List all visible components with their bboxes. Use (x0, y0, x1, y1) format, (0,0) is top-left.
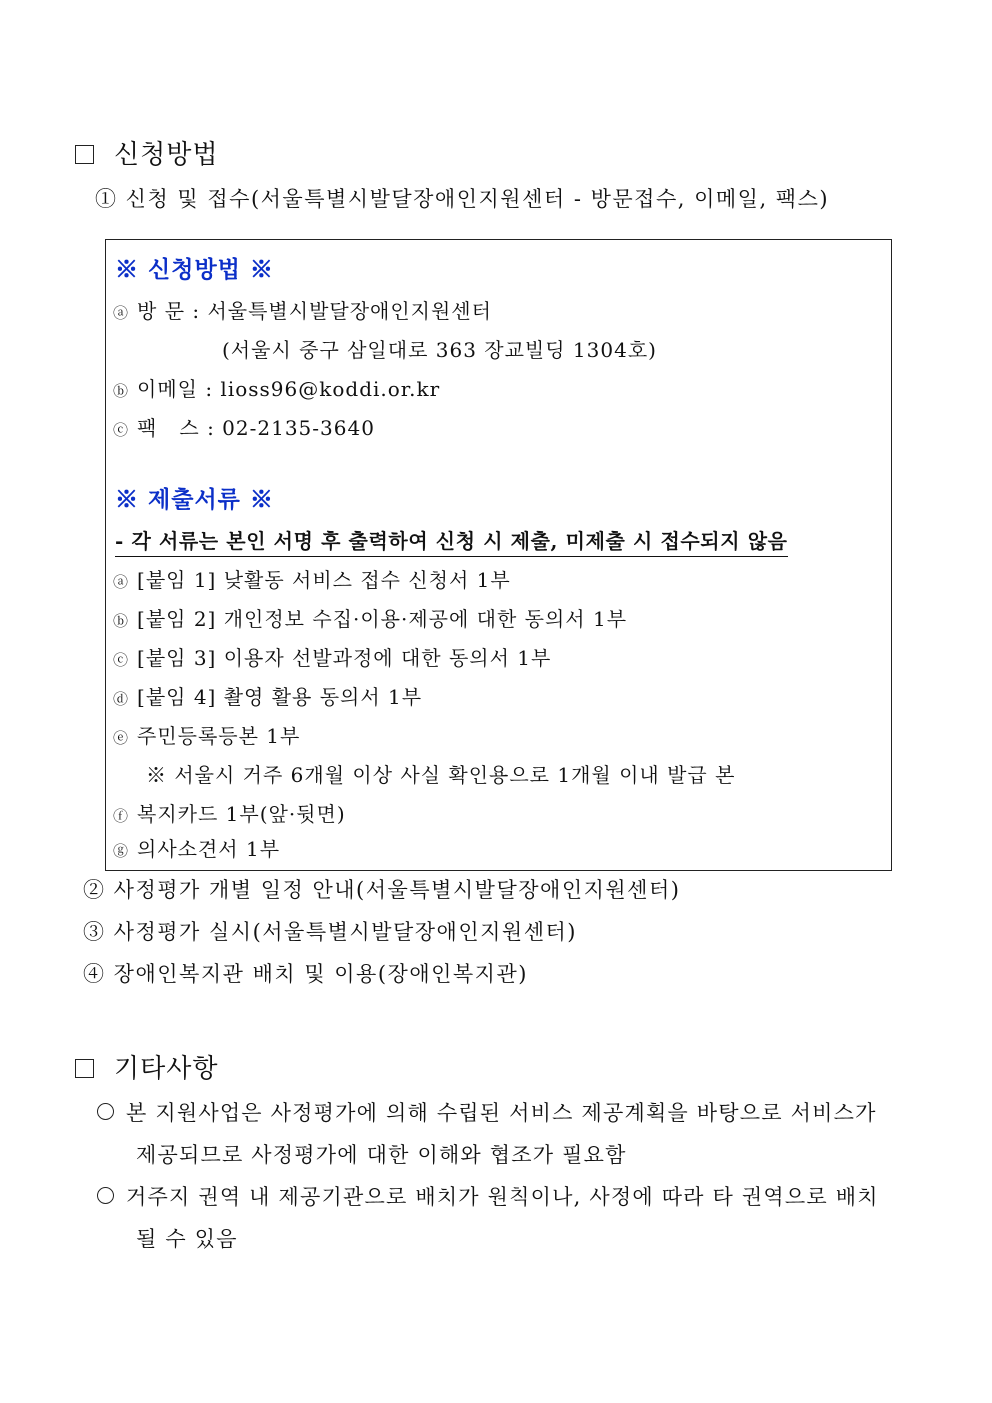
method-text: 팩 스 : 02-2135-3640 (137, 416, 375, 440)
misc-bullet-1-cont: 제공되므로 사정평가에 대한 이해와 협조가 필요함 (136, 1143, 627, 1167)
section-title-application (75, 134, 218, 171)
method-heading: ※ 신청방법 ※ (115, 256, 274, 283)
method-address: (서울시 중구 삼일대로 363 장교빌딩 1304호) (222, 338, 657, 362)
doc-mark: ⓔ (113, 729, 130, 747)
method-text: 이메일 : lioss96@koddi.or.kr (137, 377, 441, 401)
method-mark: ⓑ (113, 382, 130, 400)
circle-bullet-icon (97, 1187, 114, 1204)
method-mark: ⓐ (113, 304, 130, 322)
doc-item (113, 681, 422, 710)
doc-text: 의사소견서 1부 (137, 837, 281, 861)
step-2: ② 사정평가 개별 일정 안내(서울특별시발달장애인지원센터) (83, 878, 681, 902)
section-title-misc (75, 1048, 218, 1085)
doc-mark: ⓕ (113, 807, 130, 825)
method-visit (113, 295, 492, 324)
bullet-text: 거주지 권역 내 제공기관으로 배치가 원칙이나, 사정에 따라 타 권역으로 배치 (126, 1185, 879, 1209)
misc-bullet-1 (97, 1097, 877, 1127)
checkbox-square-icon (75, 145, 94, 164)
section-title-text: 신청방법 (114, 140, 219, 170)
doc-text: [붙임 2] 개인정보 수집·이용·제공에 대한 동의서 1부 (137, 607, 628, 631)
section-title-text: 기타사항 (114, 1054, 219, 1084)
doc-mark: ⓒ (113, 651, 130, 669)
doc-text: [붙임 1] 낮활동 서비스 접수 신청서 1부 (137, 568, 511, 592)
checkbox-square-icon (75, 1059, 94, 1078)
doc-text: [붙임 4] 촬영 활용 동의서 1부 (137, 685, 423, 709)
doc-mark: ⓖ (113, 842, 130, 860)
misc-bullet-2 (97, 1181, 879, 1211)
bullet-text: 본 지원사업은 사정평가에 의해 수립된 서비스 제공계획을 바탕으로 서비스가 (126, 1101, 877, 1125)
doc-mark: ⓑ (113, 612, 130, 630)
method-email (113, 373, 440, 402)
method-fax (113, 412, 375, 441)
circle-bullet-icon (97, 1103, 114, 1120)
doc-item (113, 798, 346, 827)
doc-text: [붙임 3] 이용자 선발과정에 대한 동의서 1부 (137, 646, 552, 670)
docs-heading: ※ 제출서류 ※ (115, 486, 274, 513)
doc-text: 주민등록등본 1부 (137, 724, 301, 748)
step-3: ③ 사정평가 실시(서울특별시발달장애인지원센터) (83, 920, 577, 944)
step-1: ① 신청 및 접수(서울특별시발달장애인지원센터 - 방문접수, 이메일, 팩스) (95, 187, 830, 211)
doc-item (113, 642, 551, 671)
doc-text: 복지카드 1부(앞·뒷면) (137, 802, 346, 826)
doc-item (113, 603, 627, 632)
doc-item (113, 720, 300, 749)
method-mark: ⓒ (113, 421, 130, 439)
docs-notice: - 각 서류는 본인 서명 후 출력하여 신청 시 제출, 미제출 시 접수되지 않음 (115, 525, 788, 557)
misc-bullet-2-cont: 될 수 있음 (136, 1227, 238, 1251)
doc-item (113, 564, 511, 593)
doc-item (113, 833, 280, 862)
doc-note: ※ 서울시 거주 6개월 이상 사실 확인용으로 1개월 이내 발급 본 (146, 763, 736, 787)
doc-mark: ⓐ (113, 573, 130, 591)
step-4: ④ 장애인복지관 배치 및 이용(장애인복지관) (83, 962, 528, 986)
doc-mark: ⓓ (113, 690, 130, 708)
method-text: 방 문 : 서울특별시발달장애인지원센터 (137, 299, 492, 323)
